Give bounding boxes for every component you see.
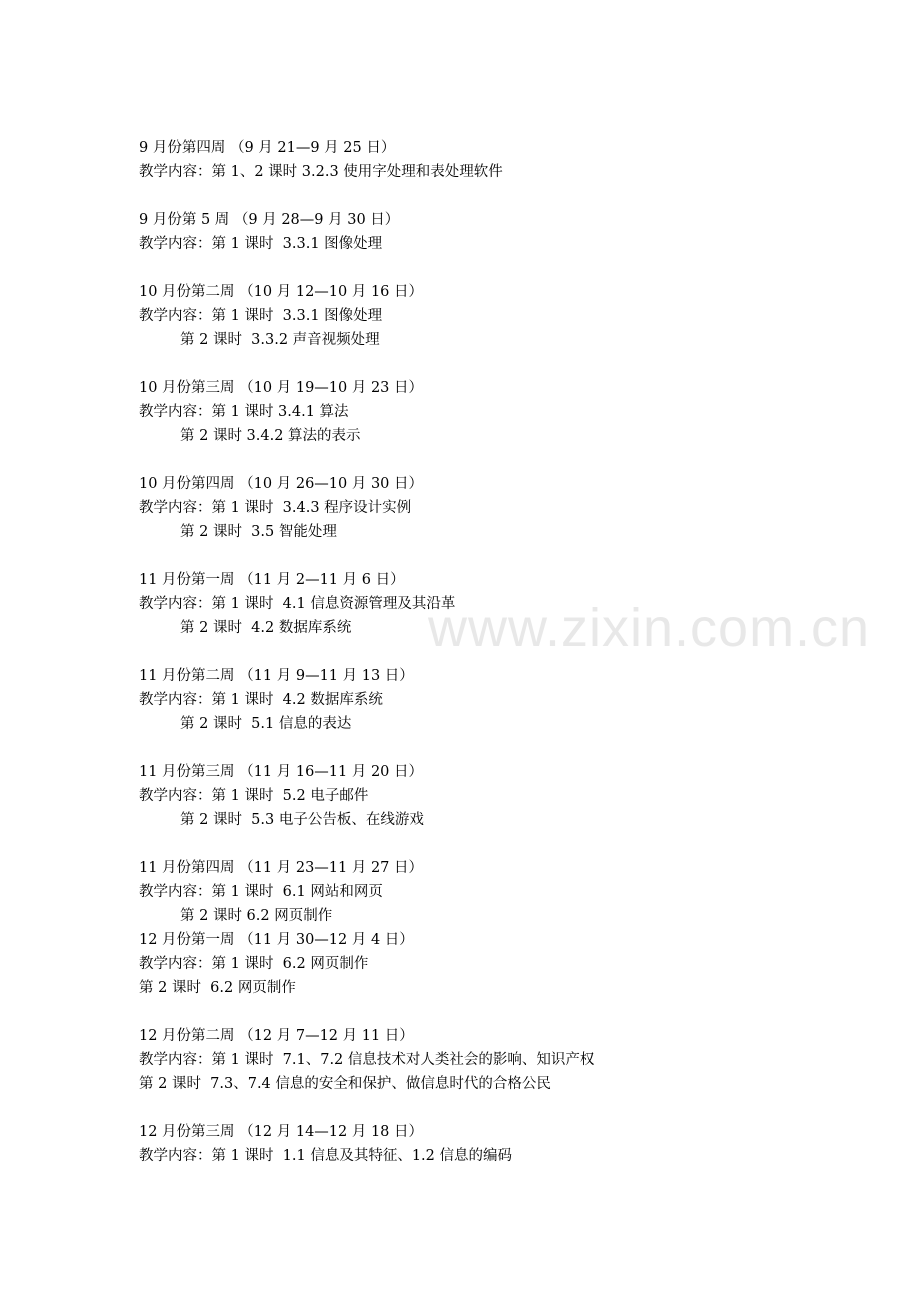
lesson-line: 教学内容：第 1 课时 1.1 信息及其特征、1.2 信息的编码 xyxy=(139,1148,512,1164)
week-heading: 12 月份第三周 （12 月 14—12 月 18 日） xyxy=(139,1124,424,1140)
lesson-line: 第 2 课时 6.2 网页制作 xyxy=(180,908,333,924)
lesson-line: 第 2 课时 4.2 数据库系统 xyxy=(180,620,352,636)
lesson-line: 教学内容：第 1 课时 4.2 数据库系统 xyxy=(139,692,383,708)
week-heading: 9 月份第四周 （9 月 21—9 月 25 日） xyxy=(139,140,396,156)
lesson-line: 教学内容：第 1 课时 6.1 网站和网页 xyxy=(139,884,383,900)
week-heading: 11 月份第四周 （11 月 23—11 月 27 日） xyxy=(139,860,424,876)
week-heading: 10 月份第四周 （10 月 26—10 月 30 日） xyxy=(139,476,424,492)
lesson-line: 教学内容：第 1 课时 3.4.3 程序设计实例 xyxy=(139,500,412,516)
lesson-line: 教学内容：第 1 课时 3.3.1 图像处理 xyxy=(139,236,383,252)
lesson-line: 第 2 课时 5.1 信息的表达 xyxy=(180,716,352,732)
lesson-line: 第 2 课时 3.5 智能处理 xyxy=(180,524,337,540)
week-heading: 9 月份第 5 周 （9 月 28—9 月 30 日） xyxy=(139,212,400,228)
week-heading: 12 月份第一周 （11 月 30—12 月 4 日） xyxy=(139,932,414,948)
week-heading: 12 月份第二周 （12 月 7—12 月 11 日） xyxy=(139,1028,414,1044)
week-heading: 11 月份第一周 （11 月 2—11 月 6 日） xyxy=(139,572,405,588)
lesson-line: 教学内容：第 1 课时 3.3.1 图像处理 xyxy=(139,308,383,324)
week-heading: 10 月份第三周 （10 月 19—10 月 23 日） xyxy=(139,380,424,396)
lesson-line: 教学内容：第 1 课时 4.1 信息资源管理及其沿革 xyxy=(139,596,456,612)
week-heading: 10 月份第二周 （10 月 12—10 月 16 日） xyxy=(139,284,424,300)
watermark: www.zixin.com.cn xyxy=(428,598,871,658)
week-heading: 11 月份第三周 （11 月 16—11 月 20 日） xyxy=(139,764,424,780)
week-heading: 11 月份第二周 （11 月 9—11 月 13 日） xyxy=(139,668,414,684)
lesson-line: 教学内容：第 1、2 课时 3.2.3 使用字处理和表处理软件 xyxy=(139,164,503,180)
lesson-line: 教学内容：第 1 课时 7.1、7.2 信息技术对人类社会的影响、知识产权 xyxy=(139,1052,595,1068)
lesson-line: 教学内容：第 1 课时 6.2 网页制作 xyxy=(139,956,369,972)
lesson-line: 第 2 课时 3.3.2 声音视频处理 xyxy=(180,332,380,348)
lesson-line: 第 2 课时 3.4.2 算法的表示 xyxy=(180,428,361,444)
lesson-line: 教学内容：第 1 课时 3.4.1 算法 xyxy=(139,404,349,420)
lesson-line: 教学内容：第 1 课时 5.2 电子邮件 xyxy=(139,788,369,804)
lesson-line: 第 2 课时 7.3、7.4 信息的安全和保护、做信息时代的合格公民 xyxy=(139,1076,551,1092)
lesson-line: 第 2 课时 6.2 网页制作 xyxy=(139,980,296,996)
lesson-line: 第 2 课时 5.3 电子公告板、在线游戏 xyxy=(180,812,424,828)
